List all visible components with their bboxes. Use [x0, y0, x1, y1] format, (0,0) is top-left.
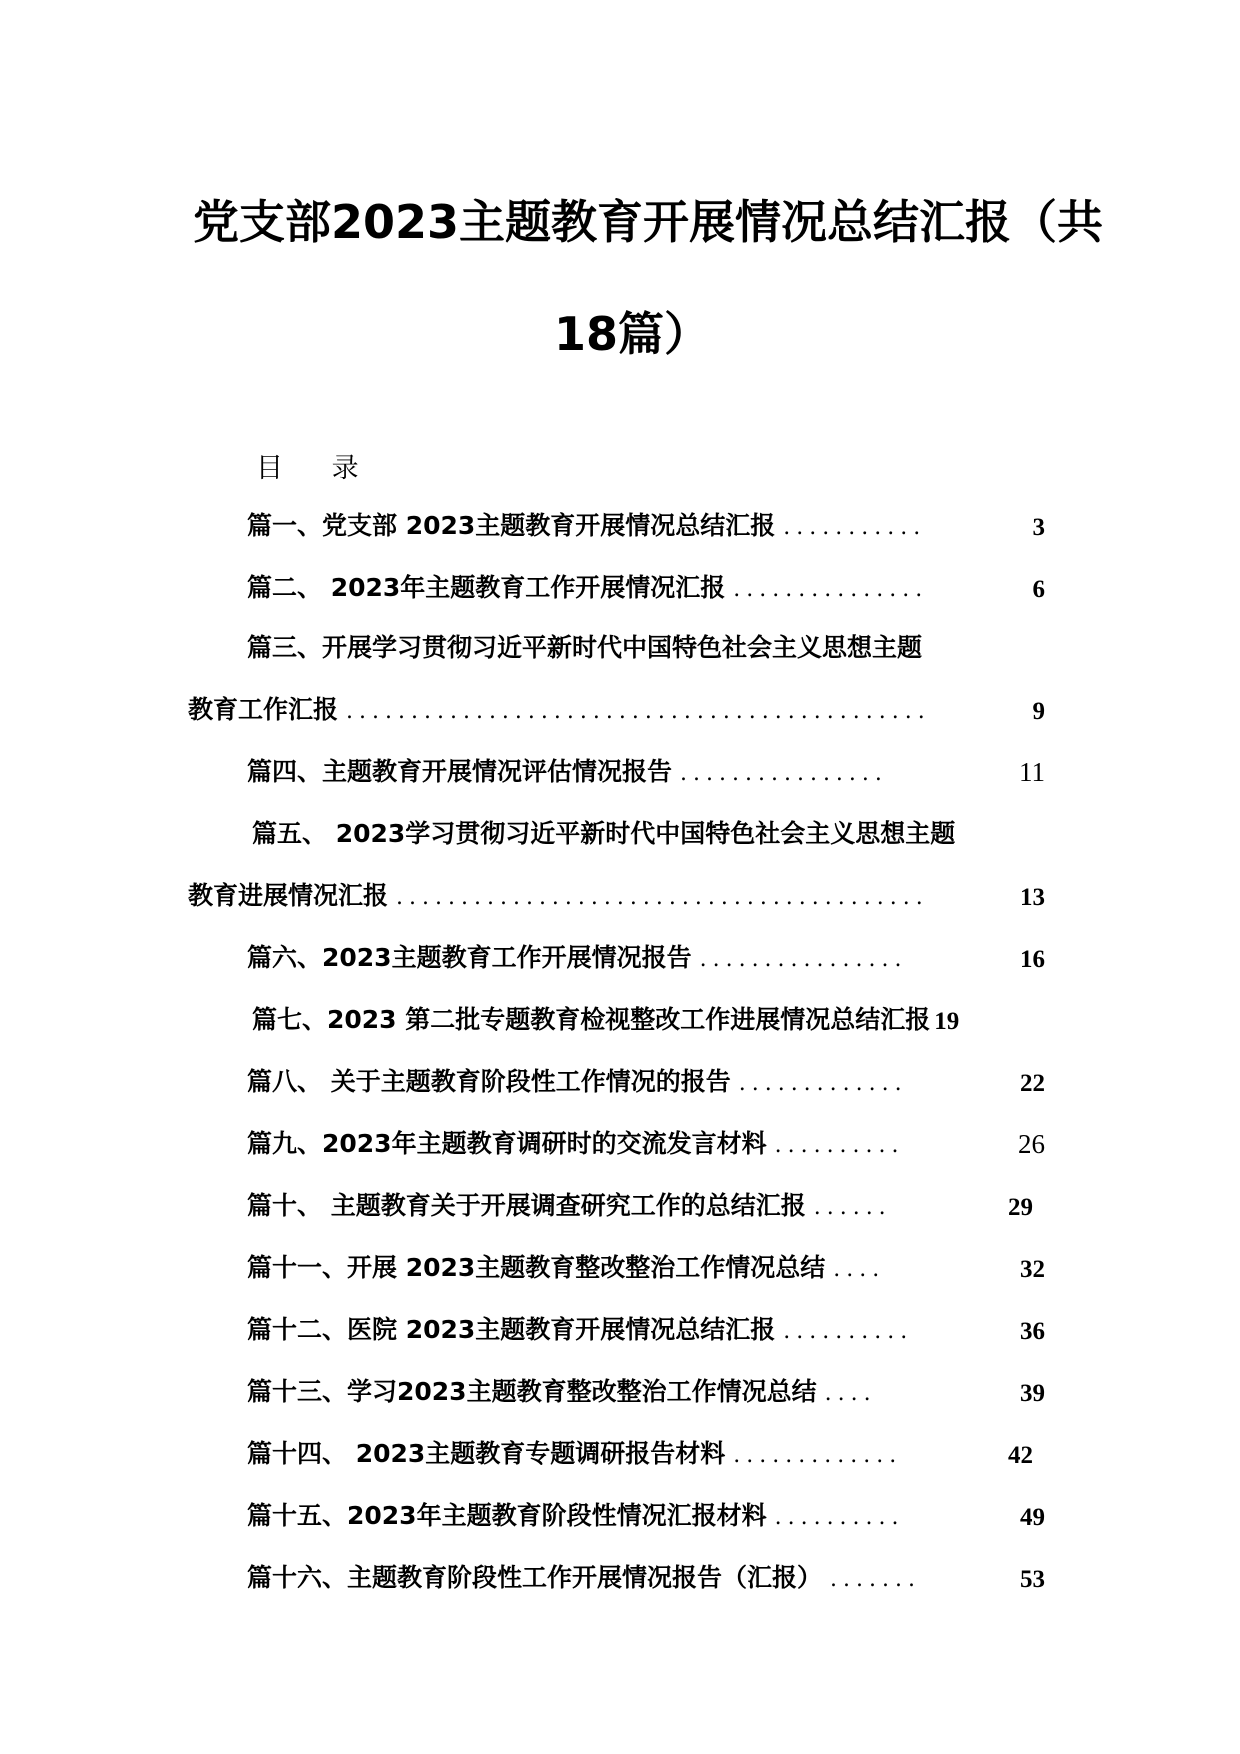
toc-heading: 目 录: [256, 453, 379, 484]
toc-entry-label: 篇十三、学习2023主题教育整改整治工作情况总结: [247, 1377, 817, 1406]
toc-page-number: 29: [1008, 1194, 1033, 1221]
toc-entry-label: 篇十一、开展 2023主题教育整改整治工作情况总结: [247, 1253, 826, 1282]
toc-entry-label: 篇四、主题教育开展情况评估情况报告: [247, 757, 673, 786]
toc-entry-label: 篇八、 关于主题教育阶段性工作情况的报告: [247, 1067, 731, 1096]
toc-page-number: 42: [1008, 1442, 1033, 1469]
toc-page-number: 49: [1020, 1504, 1045, 1531]
toc-entry[interactable]: [247, 624, 1047, 664]
toc-leader-dots: .........................................: [396, 885, 929, 910]
toc-entry[interactable]: [247, 502, 1045, 542]
toc-page-number: 22: [1020, 1070, 1045, 1097]
toc-leader-dots: ..........: [774, 1505, 905, 1530]
toc-leader-dots: ..........: [783, 1319, 914, 1344]
toc-leader-dots: ................: [680, 761, 888, 786]
toc-entry-label: 篇十、 主题教育关于开展调查研究工作的总结汇报: [247, 1191, 806, 1220]
toc-page-number: 53: [1020, 1566, 1045, 1593]
toc-leader-dots: ...........: [783, 515, 927, 540]
toc-entry[interactable]: [252, 996, 1062, 1036]
toc-entry-label: 篇六、2023主题教育工作开展情况报告: [247, 943, 692, 972]
toc-entry[interactable]: [247, 1182, 1033, 1222]
toc-leader-dots: ................: [699, 947, 908, 972]
toc-page-number: 26: [1018, 1129, 1045, 1159]
toc-entry[interactable]: [247, 1492, 1045, 1532]
toc-entry[interactable]: [247, 1120, 1045, 1160]
toc-entry[interactable]: [247, 1368, 1045, 1408]
toc-entry[interactable]: [247, 748, 1045, 788]
toc-leader-dots: ....: [833, 1257, 886, 1282]
toc-leader-dots: .............................................: [346, 699, 931, 724]
toc-entry-label: 篇九、2023年主题教育调研时的交流发言材料: [247, 1129, 767, 1158]
toc-entry[interactable]: [252, 810, 1062, 850]
toc-leader-dots: .............: [733, 1443, 903, 1468]
toc-page-number: 11: [1019, 757, 1045, 787]
toc-entry-continuation[interactable]: [188, 686, 1045, 726]
toc-entry[interactable]: [247, 1554, 1045, 1594]
toc-entry[interactable]: [247, 1306, 1045, 1346]
toc-leader-dots: ....: [824, 1381, 877, 1406]
toc-page-number: 3: [1032, 514, 1045, 541]
toc-page-number: 36: [1020, 1318, 1045, 1345]
toc-entry-label: 篇十四、 2023主题教育专题调研报告材料: [247, 1439, 726, 1468]
toc-entry-label: 篇一、党支部 2023主题教育开展情况总结汇报: [247, 511, 776, 540]
toc-entry[interactable]: [247, 1244, 1045, 1284]
toc-page-number: 39: [1020, 1380, 1045, 1407]
document-title-line-2: 18篇）: [554, 307, 711, 361]
document-title-line-1: 党支部2023主题教育开展情况总结汇报（共: [193, 195, 1104, 249]
toc-page-number: 6: [1032, 576, 1045, 603]
toc-entry-label: 篇二、 2023年主题教育工作开展情况汇报: [247, 573, 726, 602]
toc-page-number: 13: [1020, 884, 1045, 911]
toc-leader-dots: .............: [738, 1071, 908, 1096]
toc-page-number: 16: [1020, 946, 1045, 973]
toc-entry[interactable]: [247, 934, 1045, 974]
toc-entry[interactable]: [247, 1430, 1033, 1470]
toc-leader-dots: ...............: [733, 577, 929, 602]
toc-entry-label: 篇七、2023 第二批专题教育检视整改工作进展情况总结汇报: [252, 1005, 931, 1034]
toc-entry-continuation[interactable]: [188, 872, 1045, 912]
toc-leader-dots: .......: [830, 1567, 921, 1592]
toc-entry-label: 篇三、开展学习贯彻习近平新时代中国特色社会主义思想主题: [247, 633, 923, 662]
toc-leader-dots: ......: [813, 1195, 892, 1220]
toc-page-number: 32: [1020, 1256, 1045, 1283]
toc-entry[interactable]: [247, 1058, 1045, 1098]
toc-leader-dots: ..........: [774, 1133, 905, 1158]
toc-entry-label: 篇十六、主题教育阶段性工作开展情况报告（汇报）: [247, 1563, 823, 1592]
toc-entry-label: 篇十二、医院 2023主题教育开展情况总结汇报: [247, 1315, 776, 1344]
toc-page-number: 19: [934, 1008, 960, 1035]
toc-entry-label: 篇十五、2023年主题教育阶段性情况汇报材料: [247, 1501, 767, 1530]
toc-entry[interactable]: [247, 564, 1045, 604]
toc-entry-label: 教育工作汇报: [188, 695, 339, 724]
toc-page-number: 9: [1032, 698, 1045, 725]
toc-entry-label: 教育进展情况汇报: [188, 881, 389, 910]
toc-entry-label: 篇五、 2023学习贯彻习近平新时代中国特色社会主义思想主题: [252, 819, 956, 848]
